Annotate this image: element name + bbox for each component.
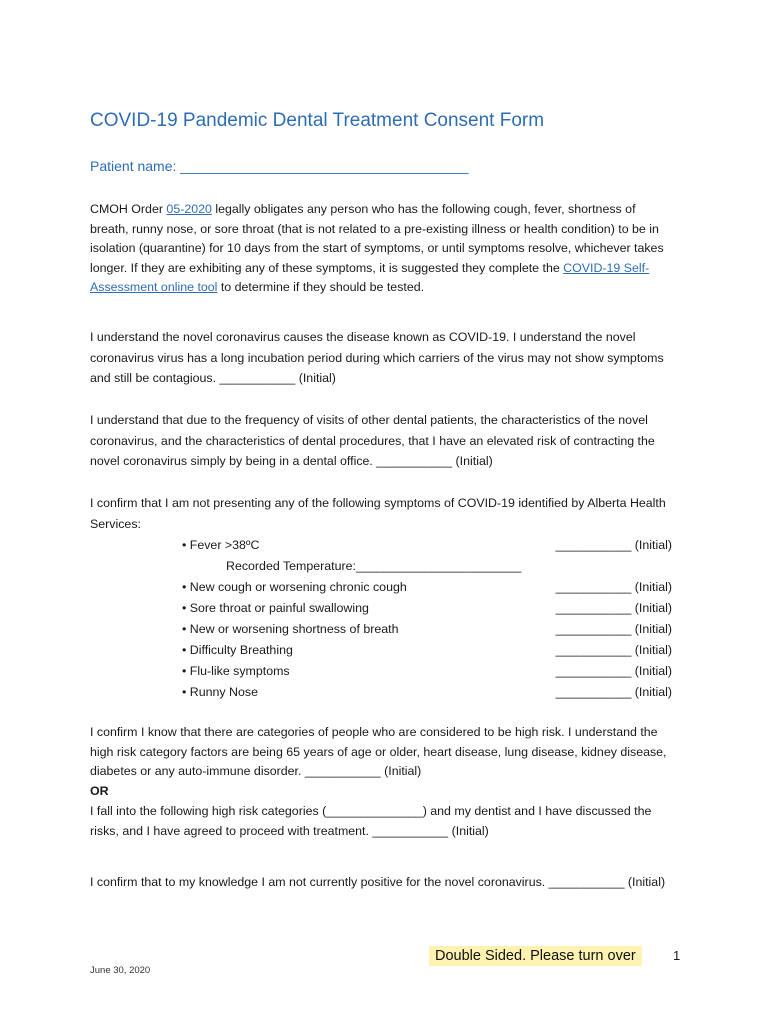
symptom-row-runny-nose [182,682,672,702]
page-number: 1 [673,948,681,963]
incubation-paragraph: I understand the novel coronavirus causes the disease known as COVID-19. I understand the novel coronavirus virus has a long incubation period during which carriers of the virus may not show symptoms and still be contagious. ___________ (Initial) [90,330,664,385]
symptom-row-flu-like [182,661,672,681]
cmoh-text-pre: CMOH Order [90,202,167,216]
initial-blank: ___________ (Initial) [555,643,672,657]
elevated-risk-paragraph: I understand that due to the frequency of visits of other dental patients, the characteristics of the novel coronavirus, and the characteristics of dental procedures, that I have an elevated risk of contracting the novel coronavirus simply by being in a dental office. ___________ (Initial) [90,413,655,468]
symptom-label: • New or worsening shortness of breath [182,622,399,636]
turn-over-notice: Double Sided. Please turn over [429,946,642,966]
cmoh-order-link[interactable]: 05-2020 [166,202,212,216]
self-assessment-link[interactable]: COVID-19 Self-Assessment online tool [90,260,650,294]
initial-blank: ___________ (Initial) [555,538,672,552]
symptom-row-difficulty-breathing [182,640,672,660]
initial-blank: ___________ (Initial) [555,664,672,678]
not-positive-paragraph: I confirm that to my knowledge I am not currently positive for the novel coronavirus. ___________ (Initial) [90,875,666,889]
symptom-label: • Difficulty Breathing [182,643,293,657]
cmoh-text-post: to determine if they should be tested. [217,280,425,294]
symptom-row-shortness-of-breath [182,619,672,639]
symptom-row-sore-throat [182,598,672,618]
or-label: OR [90,784,109,798]
high-risk-paragraph: I confirm I know that there are categories of people who are considered to be high risk. I understand the high risk category factors are being 65 years of age or older, heart disease, lung disease, kidney disease, diabetes or any auto-immune disorder. ___________ (Initial) [90,725,667,778]
symptom-label: • New cough or worsening chronic cough [182,580,407,594]
recorded-temperature-field: Recorded Temperature:________________________ [226,559,522,573]
form-title: COVID-19 Pandemic Dental Treatment Consent Form [90,110,545,131]
initial-blank: ___________ (Initial) [555,685,672,699]
cmoh-text-mid: legally obligates any person who has the following cough, fever, shortness of breath, runny nose, or sore throat (that is not related to a pre-existing illness or health condition) to be in isolation (quarantine) for 10 days from the start of symptoms, or until symptoms resolve, whichever takes longer. If they are exhibiting any of these symptoms, it is suggested they complete the [90,202,664,275]
cmoh-order-paragraph [90,200,675,298]
symptom-label: • Runny Nose [182,685,258,699]
symptom-label: • Flu-like symptoms [182,664,290,678]
symptom-row-fever [182,535,672,555]
patient-name-field: Patient name: _____________________________________ [90,158,469,174]
symptom-row-cough [182,577,672,597]
symptoms-confirm-paragraph: I confirm that I am not presenting any of the following symptoms of COVID-19 identified by Alberta Health Services: [90,496,666,531]
footer-date: June 30, 2020 [90,965,151,976]
symptom-label: • Fever >38ºC [182,538,260,552]
initial-blank: ___________ (Initial) [555,580,672,594]
initial-blank: ___________ (Initial) [555,622,672,636]
initial-blank: ___________ (Initial) [555,601,672,615]
symptom-label: • Sore throat or painful swallowing [182,601,369,615]
high-risk-categories-paragraph: I fall into the following high risk categories (______________) and my dentist and I have discussed the risks, and I have agreed to proceed with treatment. ___________ (Initial) [90,804,652,838]
